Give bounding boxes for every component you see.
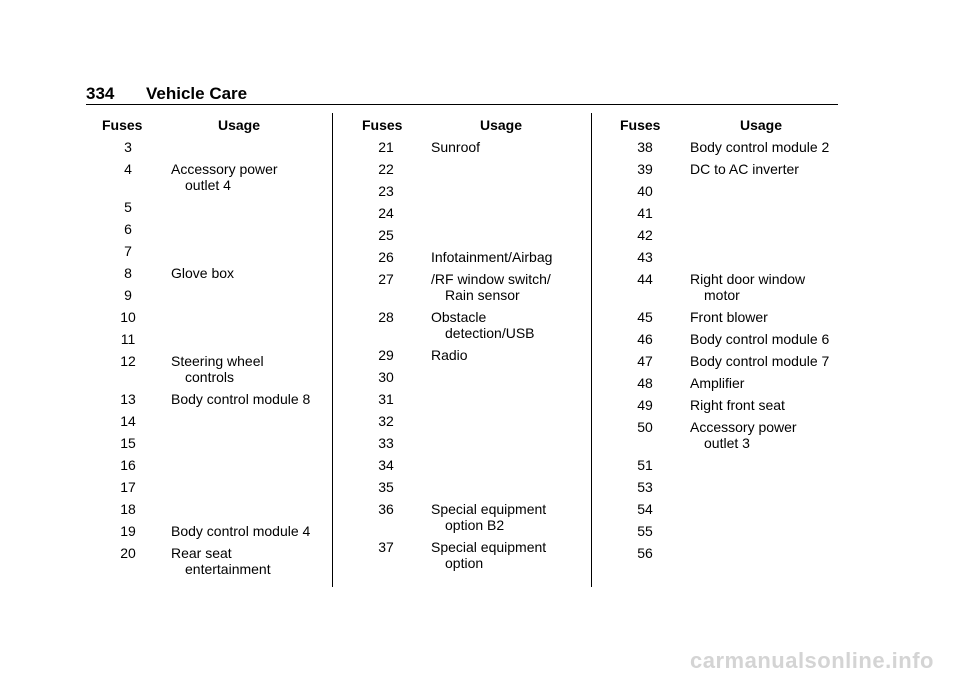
table-row (102, 287, 327, 309)
fuse-number: 37 (378, 539, 394, 555)
usage-line: option B2 (445, 517, 505, 533)
table-row (620, 457, 845, 479)
fuse-number: 55 (637, 523, 653, 539)
table-row (102, 139, 327, 161)
fuse-number: 26 (378, 249, 394, 265)
fuse-number: 50 (637, 419, 653, 435)
usage-line: motor (704, 287, 740, 303)
usage-line: Accessory power (690, 419, 797, 435)
table-row (620, 545, 845, 567)
table-row (102, 545, 327, 583)
fuse-number: 39 (637, 161, 653, 177)
fuse-number: 49 (637, 397, 653, 413)
fuse-number: 46 (637, 331, 653, 347)
usage-header: Usage (218, 117, 261, 133)
fuse-number: 22 (378, 161, 394, 177)
fuse-number: 23 (378, 183, 394, 199)
usage-line: Accessory power (171, 161, 278, 177)
fuse-usage (690, 419, 845, 451)
fuse-usage (690, 139, 845, 155)
usage-header: Usage (480, 117, 523, 133)
usage-line: Right front seat (690, 397, 785, 413)
table-row (362, 501, 587, 539)
usage-line: detection/USB (445, 325, 535, 341)
fuse-number: 32 (378, 413, 394, 429)
table-row (102, 243, 327, 265)
table-row (620, 501, 845, 523)
usage-line: Rear seat (171, 545, 232, 561)
table-row (362, 435, 587, 457)
fuse-number: 33 (378, 435, 394, 451)
fuse-number: 25 (378, 227, 394, 243)
fuse-number: 30 (378, 369, 394, 385)
fuse-number: 9 (124, 287, 132, 303)
table-row (362, 457, 587, 479)
fuse-usage (431, 309, 587, 341)
table-row (362, 479, 587, 501)
fuse-number: 36 (378, 501, 394, 517)
fuse-number: 31 (378, 391, 394, 407)
usage-line: Rain sensor (445, 287, 520, 303)
fuse-usage (431, 347, 587, 363)
fuse-usage (690, 271, 845, 303)
fuse-number: 35 (378, 479, 394, 495)
fuse-number: 53 (637, 479, 653, 495)
table-row (102, 331, 327, 353)
fuse-usage (171, 391, 327, 407)
fuse-number: 38 (637, 139, 653, 155)
usage-line: Amplifier (690, 375, 745, 391)
usage-line: Sunroof (431, 139, 481, 155)
usage-line: DC to AC inverter (690, 161, 799, 177)
fuses-header: Fuses (102, 117, 143, 133)
usage-line: outlet 4 (185, 177, 231, 193)
fuse-usage (690, 161, 845, 177)
table-row (102, 479, 327, 501)
table-row (102, 353, 327, 391)
fuse-usage (690, 331, 845, 347)
header-rule (86, 104, 838, 105)
fuse-number: 14 (120, 413, 136, 429)
fuse-number: 20 (120, 545, 136, 561)
table-row (362, 271, 587, 309)
usage-line: option (445, 555, 484, 571)
fuse-usage (690, 309, 845, 325)
table-row (620, 161, 845, 183)
column-divider-2 (591, 113, 592, 587)
table-header (620, 117, 845, 139)
fuse-usage (431, 501, 587, 533)
table-row (102, 413, 327, 435)
fuse-number: 16 (120, 457, 136, 473)
table-row (620, 397, 845, 419)
table-row (102, 435, 327, 457)
fuse-number: 13 (120, 391, 136, 407)
fuse-usage (431, 539, 587, 571)
fuse-usage (690, 375, 845, 391)
fuse-usage (171, 161, 327, 193)
table-row (362, 391, 587, 413)
fuse-number: 44 (637, 271, 653, 287)
table-row (620, 523, 845, 545)
table-row (362, 183, 587, 205)
fuse-number: 51 (637, 457, 653, 473)
table-row (362, 413, 587, 435)
fuse-number: 21 (378, 139, 394, 155)
fuse-number: 42 (637, 227, 653, 243)
fuse-number: 28 (378, 309, 394, 325)
fuse-number: 19 (120, 523, 136, 539)
table-row (362, 139, 587, 161)
fuse-number: 40 (637, 183, 653, 199)
table-row (620, 479, 845, 501)
table-row (102, 199, 327, 221)
fuse-usage (171, 545, 327, 577)
table-row (620, 227, 845, 249)
usage-header: Usage (740, 117, 783, 133)
usage-line: Body control module 6 (690, 331, 830, 347)
fuse-number: 15 (120, 435, 136, 451)
fuse-table-column-3 (620, 117, 845, 567)
fuse-number: 27 (378, 271, 394, 287)
table-row (362, 347, 587, 369)
table-row (102, 309, 327, 331)
table-header (362, 117, 587, 139)
fuse-number: 7 (124, 243, 132, 259)
fuse-usage (431, 271, 587, 303)
fuses-header: Fuses (362, 117, 403, 133)
fuse-number: 3 (124, 139, 132, 155)
table-row (620, 183, 845, 205)
table-row (102, 265, 327, 287)
fuse-number: 10 (120, 309, 136, 325)
fuse-number: 29 (378, 347, 394, 363)
fuse-number: 45 (637, 309, 653, 325)
table-row (620, 249, 845, 271)
fuse-number: 24 (378, 205, 394, 221)
usage-line: Special equipment (431, 539, 547, 555)
table-row (620, 331, 845, 353)
watermark: carmanualsonline.info (690, 648, 934, 673)
fuse-number: 5 (124, 199, 132, 215)
page-number: 334 (86, 84, 115, 103)
usage-line: Steering wheel (171, 353, 264, 369)
fuses-header: Fuses (620, 117, 661, 133)
fuse-number: 18 (120, 501, 136, 517)
fuse-number: 12 (120, 353, 136, 369)
fuse-number: 56 (637, 545, 653, 561)
table-row (362, 249, 587, 271)
table-row (620, 309, 845, 331)
fuse-number: 41 (637, 205, 653, 221)
fuse-usage (431, 249, 587, 265)
usage-line: /RF window switch/ (431, 271, 551, 287)
fuse-number: 17 (120, 479, 136, 495)
fuse-number: 4 (124, 161, 132, 177)
table-row (620, 375, 845, 397)
usage-line: Glove box (171, 265, 235, 281)
table-row (102, 221, 327, 243)
usage-line: Special equipment (431, 501, 547, 517)
usage-line: Radio (431, 347, 468, 363)
table-row (362, 161, 587, 183)
table-row (620, 419, 845, 457)
usage-line: Body control module 7 (690, 353, 830, 369)
table-row (102, 501, 327, 523)
usage-line: Body control module 8 (171, 391, 311, 407)
fuse-number: 11 (120, 331, 136, 347)
fuse-number: 43 (637, 249, 653, 265)
usage-line: Front blower (690, 309, 768, 325)
table-row (362, 205, 587, 227)
fuse-number: 8 (124, 265, 132, 281)
fuse-number: 47 (637, 353, 653, 369)
fuse-usage (690, 397, 845, 413)
fuse-number: 54 (637, 501, 653, 517)
usage-line: Body control module 2 (690, 139, 830, 155)
usage-line: Infotainment/Airbag (431, 249, 553, 265)
fuse-usage (171, 523, 327, 539)
page-header (86, 84, 838, 104)
fuse-number: 6 (124, 221, 132, 237)
fuse-usage (690, 353, 845, 369)
fuse-table-column-2 (362, 117, 587, 577)
table-row (362, 539, 587, 577)
usage-line: entertainment (185, 561, 271, 577)
table-row (620, 353, 845, 375)
usage-line: outlet 3 (704, 435, 750, 451)
usage-line: Right door window (690, 271, 806, 287)
usage-line: Body control module 4 (171, 523, 311, 539)
table-row (102, 161, 327, 199)
fuse-table-column-1 (102, 117, 327, 583)
usage-line: controls (185, 369, 235, 385)
table-row (620, 205, 845, 227)
table-row (362, 309, 587, 347)
column-divider-1 (332, 113, 333, 587)
table-row (362, 227, 587, 249)
fuse-usage (171, 265, 327, 281)
table-row (620, 271, 845, 309)
table-row (102, 457, 327, 479)
fuse-usage (431, 139, 587, 155)
table-row (362, 369, 587, 391)
fuse-number: 34 (378, 457, 394, 473)
usage-line: Obstacle (431, 309, 487, 325)
fuse-usage (171, 353, 327, 385)
table-header (102, 117, 327, 139)
section-title: Vehicle Care (146, 84, 248, 103)
table-row (102, 391, 327, 413)
table-row (620, 139, 845, 161)
table-row (102, 523, 327, 545)
fuse-number: 48 (637, 375, 653, 391)
